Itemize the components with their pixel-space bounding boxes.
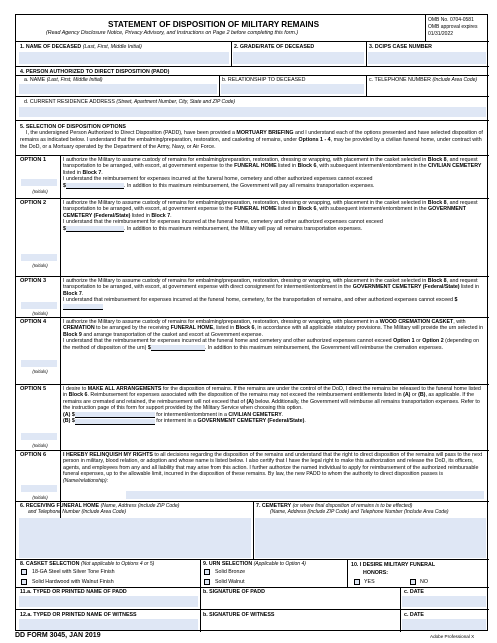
casket-steel-label: 18-GA Steel with Silver Tone Finish bbox=[32, 569, 115, 575]
block12c-label: c. DATE bbox=[404, 612, 424, 618]
option5b-amount-field[interactable] bbox=[75, 419, 155, 425]
block6-label: 6. RECEIVING FUNERAL HOME (Name, Address (include ZIP Code) and Telephone Number (Include Area Code) bbox=[20, 503, 180, 516]
option3-label: OPTION 3 bbox=[20, 278, 47, 284]
deceased-name-field[interactable] bbox=[19, 52, 229, 64]
block12a-label: 12.a. TYPED OR PRINTED NAME OF WITNESS bbox=[20, 612, 137, 618]
option2-text: I authorize the Military to assume custody of remains for embalming/preparation, restoration, dressing or wrapping, with placement in the casket selected in Block 8, and request transportation to be arranged, with escort, at government expense to the FUNERAL HOME listed in Block 6, with subsequent interment/entombment in the GOVERNMENT CEMETERY (Federal/State) listed in Block 7. I understand that the reimbursement for expenses incurred at the funeral home, cemetery and other authorized expenses cannot exceed $ . In addition to this maximum reimbursement, the Military will pay all remains transportation expenses. bbox=[63, 200, 478, 232]
residence-address-field[interactable] bbox=[19, 107, 486, 117]
form-subtitle: (Read Agency Disclosure Notice, Privacy Advisory, and Instructions on Page 2 before completing this form.) bbox=[46, 30, 299, 36]
option1-text: I authorize the Military to assume custody of remains for embalming/preparation, restoration, dressing or wrapping, with placement in the casket selected in Block 8, and request transportation to be arranged, with escort, at government expense to the FUNERAL HOME listed in Block 6, with subsequent interment/entombment in the CIVILIAN CEMETERY listed in Block 7. I understand the reimbursement for expenses incurred at the funeral home, cemetery and other authorized expenses cannot exceed $ . In addition to this maximum reimbursement, the Government will pay all remains transportation expenses. bbox=[63, 157, 482, 189]
casket-hardwood-label: Solid Hardwood with Walnut Finish bbox=[32, 579, 114, 585]
form-id: DD FORM 3045, JAN 2019 bbox=[15, 632, 101, 639]
option4-label: OPTION 4 bbox=[20, 319, 47, 325]
block7-label: 7. CEMETERY (or where final disposition of remains is to be effected) (Name, Address (Include ZIP Code) and Telephone Number (Include Area Code) bbox=[256, 503, 449, 516]
block3-label: 3. DCIPS CASE NUMBER bbox=[369, 44, 432, 50]
option1-label: OPTION 1 bbox=[20, 157, 47, 163]
block4a-label: a. NAME (Last, First, Middle Initial) bbox=[24, 77, 103, 83]
dd-form-3045 bbox=[15, 14, 488, 631]
omb-approval: OMB approval expires bbox=[428, 24, 478, 30]
urn-walnut-checkbox[interactable] bbox=[204, 579, 210, 585]
urn-bronze-checkbox[interactable] bbox=[204, 569, 210, 575]
option2-label: OPTION 2 bbox=[20, 200, 47, 206]
option2-initials-label: (Initials) bbox=[32, 263, 48, 268]
block2-label: 2. GRADE/RATE OF DECEASED bbox=[234, 44, 315, 50]
omb-number: OMB No. 0704-0581 bbox=[428, 17, 474, 23]
casket-steel-checkbox[interactable] bbox=[21, 569, 27, 575]
option3-amount-field[interactable] bbox=[63, 304, 103, 310]
grade-rate-field[interactable] bbox=[233, 52, 364, 64]
option6-text: I HEREBY RELINQUISH MY RIGHTS to all decisions regarding the disposition of the remains and understand that the right to direct disposition of the remains will pass to the next person in military, blood relation, or adoption and whose name is listed below. I also certify that I have the legal right to make this authorization and release the DoD, its officers, agents, and employees from any and all liability that may arise from this action. I further authorize the named individual to apply for reimbursement of the authorized reimbursable funeral expenses, up to the allowable limit, incurred in the disposition of these remains. By law, the new PADD to whom the authority to direct disposition passes is (Name/relationship): bbox=[63, 452, 483, 484]
block4d-label: d. CURRENT RESIDENCE ADDRESS (Street, Apartment Number, City, State and ZIP Code) bbox=[24, 99, 236, 105]
block5-label: 5. SELECTION OF DISPOSITION OPTIONS bbox=[20, 124, 126, 130]
witness-printed-name-field[interactable] bbox=[19, 619, 198, 630]
option3-text: I authorize the Military to assume custody of remains for embalming/preparation, restoration, dressing or wrapping, with placement in the casket selected in Block 8, and request transportation to be arranged, with escort, at government expense with direct consignment for interment/entombment in the GOVERNMENT CEMETERY (Federal/State) listed in Block 7. I understand that reimbursement for expenses incurred at the funeral home, cemetery, for the transportation of remains, and other authorized expenses cannot exceed $ bbox=[63, 278, 485, 310]
option6-label: OPTION 6 bbox=[20, 452, 47, 458]
block11c-label: c. DATE bbox=[404, 589, 424, 595]
option5a-amount-field[interactable] bbox=[75, 412, 155, 418]
option5-label: OPTION 5 bbox=[20, 386, 47, 392]
option4-text: I authorize the Military to assume custody of remains for embalming/preparation, restoration, dressing or wrapping, with placement in a WOOD CREMATION CASKET, with CREMATION to be arranged by the receiving FUNERAL HOME, listed in Block 6, in accordance with all applicable statutory provisions. The Military will provide the urn selected in Block 9 and arrange transportation of the casket and escort at Government expense. I understand that the reimbursement for expenses incurred at the funeral home and cemetery and other authorized expenses cannot exceed Option 1 or Option 2 (depending on the method of dispositon of the urn) $ . In addition to this maximum reimbursement, the Government will reimburse the cremation expenses. bbox=[63, 319, 484, 351]
urn-bronze-label: Solid Bronze bbox=[215, 569, 246, 575]
block10-label-honors: HONORS: bbox=[363, 570, 389, 576]
block5-intro: I, the undersigned Person Authorized to Direct Disposition (PADD), have been provided a MORTUARY BRIEFING and I understand each of the options presented and have selected disposition of remains as indicated below. I understand that the embalming/preparation, restoration, and casketing of remains, under Options 1 - 4, may be provided by a civilian funeral home, under contract with the DoD, or a Mortuary operated by the Department of the Army, Navy, or Air Force. bbox=[20, 130, 483, 150]
block11a-label: 11.a. TYPED OR PRINTED NAME OF PADD bbox=[20, 589, 127, 595]
urn-walnut-label: Solid Walnut bbox=[215, 579, 245, 585]
casket-hardwood-checkbox[interactable] bbox=[21, 579, 27, 585]
block4-label: 4. PERSON AUTHORIZED TO DIRECT DISPOSITION (PADD) bbox=[20, 69, 170, 75]
funeral-home-field[interactable] bbox=[19, 518, 251, 558]
honors-no-label: NO bbox=[420, 579, 428, 585]
witness-date-field[interactable] bbox=[402, 619, 486, 630]
block10-label: 10. I DESIRE MILITARY FUNERAL bbox=[351, 562, 436, 568]
option1-initials-label: (Initials) bbox=[32, 189, 48, 194]
option6-initials-field[interactable] bbox=[21, 485, 57, 492]
relationship-field[interactable] bbox=[221, 84, 364, 94]
option4-amount-field[interactable] bbox=[151, 345, 205, 351]
option2-amount-field[interactable] bbox=[66, 226, 124, 232]
option1-amount-field[interactable] bbox=[66, 183, 124, 189]
block4c-label: c. TELEPHONE NUMBER (Include Area Code) bbox=[369, 77, 478, 83]
option5-initials-field[interactable] bbox=[21, 433, 57, 440]
block12b-label: b. SIGNATURE OF WITNESS bbox=[203, 612, 275, 618]
option3-initials-field[interactable] bbox=[21, 302, 57, 309]
omb-expires: 01/31/2022 bbox=[428, 31, 454, 37]
padd-printed-name-field[interactable] bbox=[19, 596, 198, 607]
block4b-label: b. RELATIONSHIP TO DECEASED bbox=[222, 77, 306, 83]
block8-label: 8. CASKET SELECTION (Not applicable to Options 4 or 5) bbox=[20, 561, 155, 567]
honors-yes-label: YES bbox=[364, 579, 375, 585]
block11b-label: b. SIGNATURE OF PADD bbox=[203, 589, 265, 595]
option6-new-padd-field[interactable] bbox=[126, 491, 484, 499]
option1-initials-field[interactable] bbox=[21, 179, 57, 186]
option4-initials-field[interactable] bbox=[21, 360, 57, 367]
dcips-case-field[interactable] bbox=[368, 52, 486, 64]
option3-initials-label: (Initials) bbox=[32, 311, 48, 316]
software-credit: Adobe Professional X bbox=[430, 634, 475, 639]
block9-label: 9. URN SELECTION (Applicable to Option 4) bbox=[203, 561, 306, 567]
cemetery-field[interactable] bbox=[255, 518, 486, 558]
option5-text: I desire to MAKE ALL ARRANGEMENTS for the disposition of remains. If the remains are under the control of the DoD, I direct the remains be released to the funeral home listed in Block 6. Reimbursement for expenses associated with the disposition of the remains may not exceed the reimbursement entitlements listed in (A) or (B), as applicable. If the remains are cremated and retained, the reimbursement will not exceed that of (A) below. Additionally, the Government will reimburse all remains transportation expenses. Refer to the instruction page of this form for support provided by the Military Service when choosing this option. (A) $ for interment/entombment in a CIVILIAN CEMETERY. (B) $ for interment in a GOVERNMENT CEMETERY (Federal/State). bbox=[63, 386, 481, 425]
honors-yes-checkbox[interactable] bbox=[354, 579, 360, 585]
option5-initials-label: (Initials) bbox=[32, 443, 48, 448]
option2-initials-field[interactable] bbox=[21, 254, 57, 261]
honors-no-checkbox[interactable] bbox=[410, 579, 416, 585]
form-title: STATEMENT OF DISPOSITION OF MILITARY REMAINS bbox=[108, 20, 320, 29]
padd-name-field[interactable] bbox=[19, 84, 217, 94]
padd-date-field[interactable] bbox=[402, 596, 486, 607]
option4-initials-label: (Initials) bbox=[32, 369, 48, 374]
option6-initials-label: (Initials) bbox=[32, 495, 48, 500]
block1-label: 1. NAME OF DECEASED (Last, First, Middle Initial) bbox=[20, 44, 142, 50]
